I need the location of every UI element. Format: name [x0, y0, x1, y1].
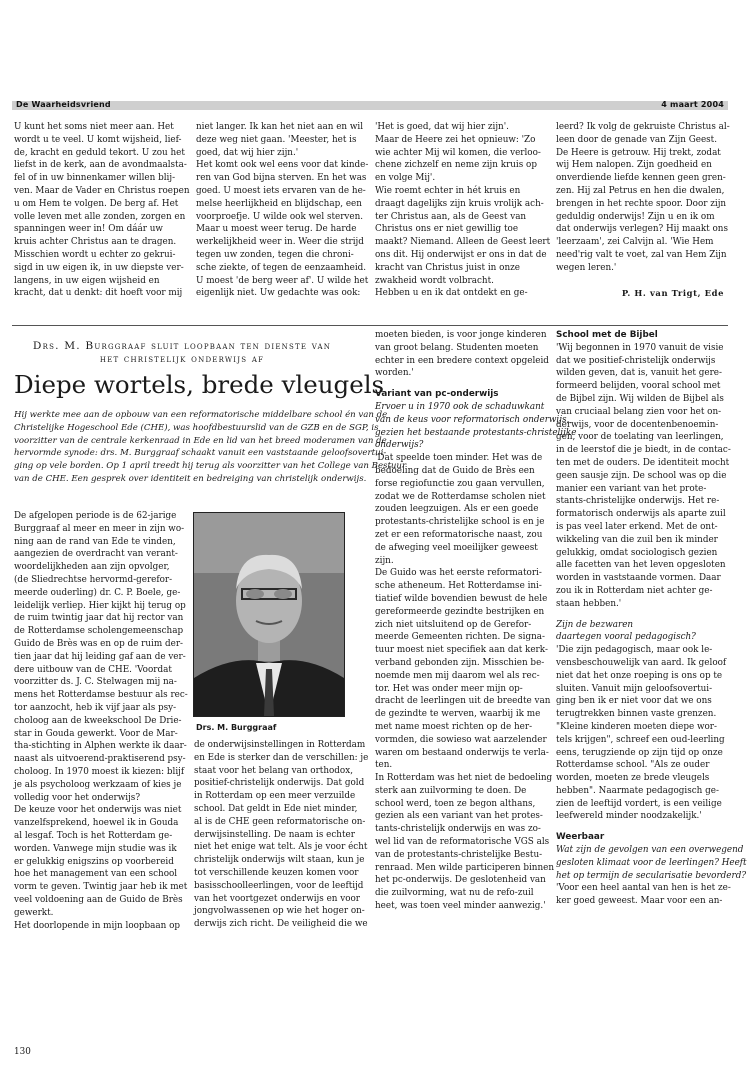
text-line: star in Gouda gewerkt. Voor de Mar-: [14, 728, 178, 739]
text-line: al lesgaf. Toch is het Rotterdam ge-: [14, 830, 173, 841]
question-line: gezien het bestaande protestants-christelijke: [375, 427, 577, 438]
text-line: met name moest richten op de her-: [375, 721, 533, 732]
text-line: en volge Mij'.: [375, 173, 436, 184]
text-line: zen. Hij zal Petrus en hen die dwalen,: [556, 185, 725, 196]
question-line: gesloten klimaat voor de leerlingen? Heeft: [556, 857, 747, 868]
text-line: de Bijbel zijn. Wij wilden de Bijbel als: [556, 393, 724, 404]
text-line: De afgelopen periode is de 62-jarige: [14, 511, 177, 521]
text-line: wikkeling van die zuil ben ik minder: [556, 534, 718, 545]
portrait-illustration: [194, 513, 344, 716]
text-line: meerde ouderling) dr. C. P. Boele, ge-: [14, 587, 181, 598]
text-line: staat voor het belang van orthodox,: [194, 765, 353, 776]
text-line: zou ik in Rotterdam niet achter ge-: [556, 585, 713, 596]
text-line: forse regiofunctie zou gaan vervullen,: [375, 478, 545, 489]
text-line: tha-stichting in Alphen werkte ik daar-: [14, 741, 187, 752]
text-line: zwakheid wordt volbracht.: [375, 275, 494, 286]
section-divider: [12, 325, 728, 326]
text-line: wilden geven, dat is, vanuit het gere-: [556, 368, 722, 379]
text-line: brengen in het rechte spoor. Door zijn: [556, 198, 727, 209]
question-line: Wat zijn de gevolgen van een overwegend: [556, 845, 744, 856]
text-line: sterk aan zuilvorming te doen. De: [375, 785, 527, 796]
text-line: U kunt het soms niet meer aan. Het: [14, 122, 174, 132]
text-line: Wie roemt echter in hét kruis en: [375, 185, 521, 196]
text-line: de ruim twintig jaar dat hij rector van: [14, 613, 184, 624]
text-line: 'Die zijn pedagogisch, maar ook le-: [556, 645, 713, 656]
text-line: voorproefje. U wilde ook wel sterven.: [196, 211, 364, 222]
text-line: de Rotterdamse scholengemeenschap: [14, 626, 184, 637]
text-line: leen door de genade van Zijn Geest.: [556, 134, 718, 145]
text-line: protestants-christelijke school is en je: [375, 517, 545, 528]
text-line: wegen leren.': [556, 262, 617, 273]
portrait-photo: [193, 512, 345, 717]
running-header: [12, 101, 728, 110]
text-line: tiatief wilde bovendien bewust de hele: [375, 593, 548, 604]
text-line: sche atheneum. Het Rotterdamse ini-: [375, 581, 542, 592]
text-line: meerde Gemeenten richten. De signa-: [375, 632, 545, 643]
text-line: niet dat het onze roeping is ons op te: [556, 670, 723, 681]
text-line: Misschien wordt u echter zo gekrui-: [14, 249, 176, 260]
spacer: [556, 611, 728, 619]
text-line: De Heere is getrouw. Hij trekt, zodat: [556, 147, 721, 158]
top-column-3: [375, 121, 551, 300]
question-line: van de keus voor reformatorisch onderwijs,: [375, 414, 570, 425]
text-line: heet, was toen veel minder aanwezig.': [375, 901, 546, 912]
text-line: wie achter Mij wil komen, die verloo-: [375, 147, 541, 158]
text-line: je als psycholoog werkzaam of kies je: [14, 779, 182, 790]
text-line: het pc-onderwijs. De geslotenheid van: [375, 875, 546, 886]
text-line: kracht, dat u denkt: dit hoeft voor mij: [14, 288, 183, 299]
text-line: derwijs zich richt. De veiligheid die we: [194, 919, 368, 930]
text-line: Maar de Heere zei het opnieuw: 'Zo: [375, 134, 536, 145]
kicker-line: Drs. M. Burggraaf sluit loopbaan ten dienste van: [32, 340, 332, 352]
text-line: De Guido was het eerste reformatori-: [375, 568, 542, 579]
text-line: is pas veel later erkend. Met de ont-: [556, 521, 718, 532]
text-line: manier een variant van het prote-: [556, 483, 707, 494]
text-line: zet er een reformatorische naast, zou: [375, 529, 543, 540]
text-line: U moest 'de berg weer af'. U wilde het: [196, 275, 369, 286]
text-line: terugtrekken binnen vaste grenzen.: [556, 709, 717, 720]
text-line: al is de CHE geen reformatorische on-: [194, 816, 366, 827]
text-line: zodat we de Rotterdamse scholen niet: [375, 491, 546, 502]
text-line: 'Het is goed, dat wij hier zijn'.: [375, 122, 509, 132]
text-line: worden. Vanwege mijn studie was ik: [14, 843, 177, 854]
text-line: echter in een bredere context opgeleid: [375, 355, 549, 366]
text-line: tor. Het was onder meer mijn op-: [375, 683, 523, 694]
text-line: sche ziekte, of tegen de eenzaamheid.: [196, 262, 367, 273]
article-intro: [14, 409, 407, 486]
text-line: sigd in uw eigen ik, in uw diepste ver-: [14, 262, 184, 273]
text-line: langens, in uw eigen wijsheid en: [14, 275, 160, 286]
question-line: onderwijs?: [375, 440, 424, 451]
text-line: wij Hem nalopen. Zijn goedheid en: [556, 160, 712, 171]
text-line: bedoeling dat de Guido de Brès een: [375, 465, 535, 476]
text-line: wel lid van de reformatorische VGS als: [375, 837, 550, 848]
text-line: werkelijkheid weer in. Weer die strijd: [196, 237, 364, 248]
text-line: wordt u te veel. U komt wijsheid, lief-: [14, 134, 182, 145]
text-line: 'Wij begonnen in 1970 vanuit de visie: [556, 342, 724, 353]
text-line: zouden leegzuigen. Als er een goede: [375, 504, 539, 515]
text-line: tor aanzocht, heb ik vijf jaar als psy-: [14, 702, 177, 713]
text-line: fel of in uw binnenkamer willen blij-: [14, 173, 176, 184]
top-column-2: [196, 121, 369, 300]
text-line: niet langer. Ik kan het niet aan en wil: [196, 122, 364, 132]
question-line: het op termijn de secularisatie bevorderd?: [556, 870, 747, 881]
text-line: 'Dat speelde toen minder. Het was de: [375, 453, 543, 464]
text-line: alle facetten van het leven opgesloten: [556, 560, 726, 571]
text-line: tegen uw zonden, tegen die chroni-: [196, 249, 354, 260]
text-line: 'Voor een heel aantal van hen is het ze-: [556, 883, 731, 894]
text-line: de, kracht en geduld tekort. U zou het: [14, 147, 185, 158]
text-line: Christelijke Hogeschool Ede (CHE), was hoofdbestuurslid van de GZB en de SGP, is: [14, 422, 379, 433]
text-line: eigenlijk niet. Uw gedachte was ook:: [196, 288, 361, 299]
text-line: vanzelfsprekend, hoewel ik in Gouda: [14, 818, 179, 829]
text-line: maakt? Niemand. Alleen de Geest leert: [375, 237, 551, 248]
text-line: zijn.: [375, 555, 394, 566]
text-line: leerd? Ik volg de gekruiste Christus al-: [556, 122, 730, 132]
text-line: de gezindte te werven, waarbij ik me: [375, 709, 541, 720]
text-line: formatorisch onderwijs als aparte zuil: [556, 509, 726, 520]
question-line: Zijn de bezwaren: [556, 619, 634, 630]
text-line: Hebben u en ik dat ontdekt en ge-: [375, 288, 528, 299]
text-line: leidelijk verliep. Hier kijkt hij terug op: [14, 600, 186, 611]
text-line: zich niet uitsluitend op de Gerefor-: [375, 619, 532, 630]
text-line: die zuilvorming, wat nu de refo-zuil: [375, 888, 534, 899]
text-line: veel voldoening aan de Guido de Brès: [14, 894, 183, 905]
spacer: [375, 380, 547, 388]
text-line: ning aan de rand van Ede te vinden,: [14, 536, 176, 547]
text-line: melse heerlijkheid en blijdschap, een: [196, 198, 362, 209]
text-line: de afweging veel moeilijker geweest: [375, 542, 538, 553]
text-line: onverdiende liefde kennen geen gren-: [556, 173, 726, 184]
text-line: gen, voor de toelating van leerlingen,: [556, 432, 724, 443]
text-line: ven. Maar de Vader en Christus roepen: [14, 185, 190, 196]
text-line: waren om bestaand onderwijs te verla-: [375, 747, 549, 758]
text-line: verband gebonden zijn. Misschien be-: [375, 657, 545, 668]
text-line: voorzitter ds. J. C. Stelwagen mij na-: [14, 677, 177, 688]
kicker-line: het christelijk onderwijs af: [99, 353, 265, 365]
text-line: de onderwijsinstellingen in Rotterdam: [194, 740, 366, 750]
text-line: chene zichzelf en neme zijn kruis op: [375, 160, 537, 171]
text-line: Guido de Brès was en op de ruim der-: [14, 638, 183, 649]
text-line: u om Hem te volgen. De berg af. Het: [14, 198, 179, 209]
text-line: volledig voor het onderwijs?: [14, 792, 141, 803]
text-line: tot verschillende keuzen komen voor: [194, 867, 359, 878]
article-column-1: [14, 510, 190, 932]
text-line: ons dit. Hij onderwijst er ons in dat de: [375, 249, 547, 260]
text-line: jongvolwassenen op wie het hoger on-: [194, 906, 365, 917]
text-line: ren van God bijna sterven. En het was: [196, 173, 367, 184]
text-line: "Kleine kinderen moeten diepe wor-: [556, 721, 717, 732]
text-line: gereformeerde gezindte bestrijken en: [375, 606, 545, 617]
text-line: in de leerstof die je biedt, in de contac-: [556, 445, 731, 456]
text-line: choloog aan de kweekschool De Drie-: [14, 715, 182, 726]
text-line: ter Christus aan, als de Geest van: [375, 211, 527, 222]
text-line: kracht van Christus juist in onze: [375, 262, 520, 273]
text-line: moeten bieden, is voor jonge kinderen: [375, 330, 547, 340]
text-line: liefst in de kerk, aan de avondmaalsta-: [14, 160, 187, 171]
text-line: worden, moeten ze brede vleugels: [556, 773, 710, 784]
text-line: gezien als een variant van het protes-: [375, 811, 543, 822]
text-line: hoe het management van een school: [14, 869, 178, 880]
photo-caption: Drs. M. Burggraaf: [196, 723, 277, 732]
text-line: dat onderwijs verlegen? Hij maakt ons: [556, 224, 728, 235]
text-line: De keuze voor het onderwijs was niet: [14, 805, 182, 816]
text-line: formeerd belijden, vooral school met: [556, 381, 721, 392]
text-line: vormden, die sowieso wat aarzelender: [375, 734, 547, 745]
text-line: van de protestants-christelijke Bestu-: [375, 849, 543, 860]
text-line: (de Sliedrechtse hervormd-gerefor-: [14, 574, 173, 585]
subheading: Weerbaar: [556, 832, 605, 843]
text-line: Christus ons er niet gewillig toe: [375, 224, 519, 235]
text-line: noemde men mij daarom wel als rec-: [375, 670, 540, 681]
text-line: ten met de ouders. De identiteit mocht: [556, 457, 730, 468]
text-line: worden.': [375, 368, 414, 379]
text-line: in Rotterdam op een meer verzuilde: [194, 791, 356, 802]
text-line: van groot belang. Studenten moeten: [375, 342, 539, 353]
text-line: gelukkig, omdat sociologisch gezien: [556, 547, 718, 558]
text-line: naast als uitvoerend-praktiserend psy-: [14, 754, 186, 765]
text-line: goed. U moest iets ervaren van de he-: [196, 185, 366, 196]
text-line: vensbeschouwelijk van aard. Ik geloof: [556, 657, 727, 668]
text-line: tants-christelijk onderwijs en was zo-: [375, 824, 541, 835]
subheading: Variant van pc-onderwijs: [375, 389, 499, 400]
issue-date: 4 maart 2004: [661, 100, 724, 109]
text-line: ten.: [375, 760, 393, 771]
text-line: van het voortgezet onderwijs en voor: [194, 893, 361, 904]
text-line: Maar u moest weer terug. De harde: [196, 224, 357, 235]
text-line: 'leerzaam', zei Calvijn al. 'Wie Hem: [556, 237, 714, 248]
article-column-3: [375, 329, 577, 913]
text-line: choloog. In 1970 moest ik kiezen: blijf: [14, 766, 185, 777]
spacer: [556, 823, 728, 831]
text-line: Hij werkte mee aan de opbouw van een reformatorische middelbare school én van de: [14, 410, 388, 420]
text-line: dat we positief-christelijk onderwijs: [556, 355, 716, 366]
text-line: zien de leeftijd vordert, is een veilige: [556, 798, 722, 809]
text-line: aangezien de overdracht van verant-: [14, 549, 178, 560]
text-line: ging op vele borden. Op 1 april treedt hij terug als voorzitter van het College van Bestuur: [14, 461, 407, 472]
text-line: van de CHE. Een gesprek over identiteit en bedreiging van christelijk onderwijs.: [14, 473, 367, 484]
text-line: spanningen weer in! Om dáár uw: [14, 224, 163, 235]
text-line: vorm te geven. Twintig jaar heb ik met: [14, 882, 188, 893]
text-line: gewerkt.: [14, 907, 54, 918]
subheading: School met de Bijbel: [556, 330, 658, 340]
text-line: van cruciaal belang zien voor het on-: [556, 406, 722, 417]
text-line: voorzitter van de centrale kerkenraad in Ede en lid van het breed moderamen van de: [14, 435, 387, 446]
text-line: deze weg niet gaan. 'Meester, het is: [196, 134, 357, 145]
text-line: In Rotterdam was het niet de bedoeling: [375, 773, 553, 784]
text-line: dere uitbouw van de CHE. 'Voordat: [14, 664, 172, 675]
question-line: Ervoer u in 1970 ook de schaduwkant: [375, 401, 545, 412]
text-line: renraad. Men wilde participeren binnen: [375, 862, 554, 873]
text-line: school. Dat geldt in Ede niet minder,: [194, 803, 358, 814]
text-line: mens het Rotterdamse bestuur als rec-: [14, 690, 188, 701]
text-line: geen sausje zijn. De school was op die: [556, 470, 727, 481]
text-line: Burggraaf al meer en meer in zijn wo-: [14, 523, 185, 534]
text-line: woordelijkheden aan zijn opvolger,: [14, 562, 170, 573]
article-column-4: [556, 329, 747, 908]
article-column-2: [194, 739, 369, 931]
text-line: stants-christelijke onderwijs. Het re-: [556, 496, 720, 507]
text-line: derwijs, voor de docentenbenoemin-: [556, 419, 719, 430]
text-line: hervormde synode: drs. M. Burggraaf schaakt vanuit een vaststaande geloofsovertui-: [14, 448, 387, 459]
text-line: school werd, toen ze begon althans,: [375, 798, 536, 809]
text-line: volle leven met alle zonden, zorgen en: [14, 211, 186, 222]
text-line: derwijsinstelling. De naam is echter: [194, 829, 355, 840]
text-line: ker goed geweest. Maar voor een an-: [556, 896, 723, 907]
text-line: geduldig onderwijs! Zijn u en ik om: [556, 211, 715, 222]
text-line: need'rig valt te voet, zal van Hem Zijn: [556, 249, 727, 260]
top-column-4: [556, 121, 730, 275]
page-number: 130: [14, 1047, 31, 1057]
text-line: leefwereld minder noodzakelijk.': [556, 811, 702, 822]
top-column-1: [14, 121, 190, 300]
text-line: staan hebben.': [556, 598, 622, 609]
text-line: dracht de leerlingen uit de breedte van: [375, 696, 551, 707]
text-line: worden in vaststaande vormen. Daar: [556, 573, 721, 584]
text-line: Rotterdamse school. "Als ze ouder: [556, 760, 710, 771]
text-line: positief-christelijk onderwijs. Dat gold: [194, 778, 365, 789]
article-headline: Diepe wortels, brede vleugels: [14, 370, 385, 399]
text-line: tien jaar dat hij leiding gaf aan de ver-: [14, 651, 186, 662]
text-line: niet het enige wat telt. Als je voor écht: [194, 842, 368, 853]
text-line: en Ede is sterker dan de verschillen: je: [194, 752, 369, 763]
text-line: Het komt ook wel eens voor dat kinde-: [196, 160, 369, 171]
text-line: ging ben ik er niet voor dat we ons: [556, 696, 712, 707]
publication-name: De Waarheidsvriend: [16, 100, 111, 109]
text-line: eens, terugziende op zijn tijd op onze: [556, 747, 723, 758]
text-line: christelijk onderwijs wilt staan, kun je: [194, 855, 365, 866]
text-line: kruis achter Christus aan te dragen.: [14, 237, 177, 248]
text-line: Het doorlopende in mijn loopbaan op: [14, 920, 181, 931]
article-kicker: [14, 340, 350, 366]
text-line: er gelukkig enigszins op voorbereid: [14, 856, 174, 867]
text-line: sluiten. Vanuit mijn geloofsovertui-: [556, 683, 713, 694]
text-line: tels krijgen", schreef een oud-leerling: [556, 734, 725, 745]
text-line: goed, dat wij hier zijn.': [196, 147, 299, 158]
text-line: basisschoolleerlingen, voor de leeftijd: [194, 880, 364, 891]
question-line: daartegen vooral pedagogisch?: [556, 632, 696, 643]
text-line: tuur moest niet specifiek aan dat kerk-: [375, 645, 548, 656]
text-line: hebben". Naarmate pedagogisch ge-: [556, 785, 719, 796]
author-signature: P. H. van Trigt, Ede: [621, 288, 724, 298]
text-line: draagt dagelijks zijn kruis vrolijk ach-: [375, 198, 544, 209]
